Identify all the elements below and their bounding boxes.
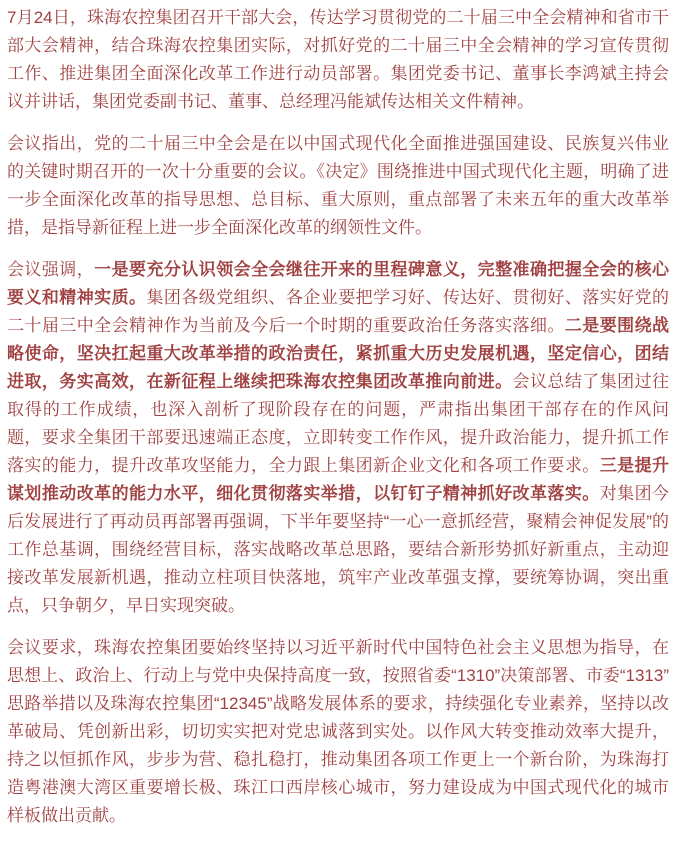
text-run: 7月24日，珠海农控集团召开干部大会，传达学习贯彻党的二十届三中全会精神和省市干部大会精神，结合珠海农控集团实际，对抓好党的二十届三中全会精神的学习宣传贯彻工作、推进集团全面深化改革工作进行动员部署。集团党委书记、董事长李鸿斌主持会议并讲话，集团党委副书记、董事、总经理冯能斌传达相关文件精神。 (7, 8, 669, 111)
paragraph (7, 130, 669, 242)
text-run: 会议强调， (7, 260, 95, 279)
text-run: 会议要求，珠海农控集团要始终坚持以习近平新时代中国特色社会主义思想为指导，在思想上、政治上、行动上与党中央保持高度一致，按照省委“1310”决策部署、市委“1313”思路举措以及珠海农控集团“12345”战略发展体系的要求，持续强化专业素养，坚持以改革破局、凭创新出彩，切切实实把对党忠诚落到实处。以作风大转变推动效率大提升，持之以恒抓作风，步步为营、稳扎稳打，推动集团各项工作更上一个新台阶，为珠海打造粤港澳大湾区重要增长极、珠江口西岸核心城市，努力建设成为中国式现代化的城市样板做出贡献。 (7, 638, 669, 825)
paragraph (7, 634, 669, 830)
emphasis-text-run: 二是要围绕战略使命，坚决扛起重大改革举措的政治责任，紧抓重大历史发展机遇，坚定信心，团结进取，务实高效，在新征程上继续把珠海农控集团改革推向前进。 (7, 316, 670, 391)
emphasis-text-run: 一是要充分认识领会全会继往开来的里程碑意义，完整准确把握全会的核心要义和精神实质。 (7, 260, 670, 307)
paragraph (7, 256, 669, 620)
text-run: 会议指出，党的二十届三中全会是在以中国式现代化全面推进强国建设、民族复兴伟业的关键时期召开的一次十分重要的会议。《决定》围绕推进中国式现代化主题，明确了进一步全面深化改革的指导思想、总目标、重大原则，重点部署了未来五年的重大改革举措，是指导新征程上进一步全面深化改革的纲领性文件。 (7, 134, 669, 237)
emphasis-text-run: 三是提升谋划推动改革的能力水平，细化贯彻落实举措，以钉钉子精神抓好改革落实。 (7, 456, 670, 503)
paragraph (7, 4, 669, 116)
text-run: 集团各级党组织、各企业要把学习好、传达好、贯彻好、落实好党的二十届三中全会精神作为当前及今后一个时期的重要政治任务落实落细。 (7, 288, 670, 335)
text-run: 会议总结了集团过往取得的工作成绩，也深入剖析了现阶段存在的问题，严肃指出集团干部存在的作风问题，要求全集团干部要迅速端正态度，立即转变工作作风，提升政治能力，提升抓工作落实的能力，提升改革攻坚能力，全力跟上集团新企业文化和各项工作要求。 (7, 372, 670, 475)
text-run: 对集团今后发展进行了再动员再部署再强调，下半年要坚持“一心一意抓经营，聚精会神促发展”的工作总基调，围绕经营目标，落实战略改革总思路，要结合新形势抓好新重点，主动迎接改革发展新机遇，推动立柱项目快落地，筑牢产业改革强支撑，要统筹协调，突出重点，只争朝夕，早日实现突破。 (7, 484, 670, 615)
